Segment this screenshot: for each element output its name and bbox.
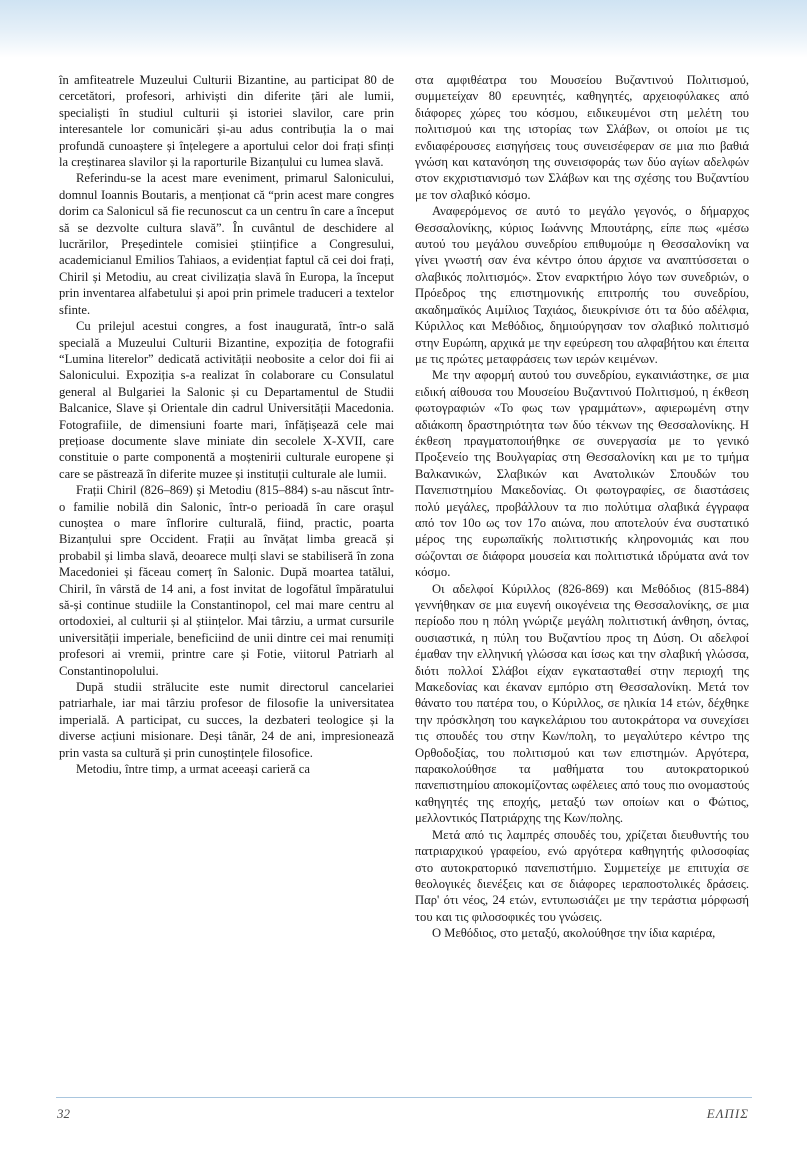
page-number: 32 (57, 1106, 70, 1121)
greek-text-column (415, 72, 749, 942)
paragraph: Οι αδελφοί Κύριλλος (826-869) και Μεθόδιος (815-884) γεννήθηκαν σε μια ευγενή οικογένεια της Θεσσαλονίκης, σε μια περίοδο που η πόλη γνώριζε μεγάλη πολιτιστική άνθηση, όντας, ουσιαστικά, η πύλη του Βυζαντίου προς τη Δύση. Οι αδελφοί έμαθαν την ελληνική γλώσσα και ίσως και την σλαβική γλώσσα, διότι πολλοί Σλάβοι είχαν εγκατασταθεί στην περιοχή της Μακεδονίας και έκαναν εμπόριο στη Θεσσαλονίκη. Μετά τον θάνατο του πατέρα του, ο Κύριλλος, σε ηλικία 14 ετών, δέχθηκε την πρόσκληση του καγκελάριου του αυτοκράτορα να συνεχίσει τις σπουδές του στην Κων/πολη, το μεγαλύτερο κέντρο της Ορθοδοξίας, του πολιτισμού και των επιστημών. Αργότερα, παρακολούθησε τα μαθήματα του αυτοκρατορικού πανεπιστημίου αποκομίζοντας ωφέλειες από τους πιο ονομαστούς καθηγητές της εποχής, μεταξύ των οποίων και ο Φώτιος, μελλοντικός Πατριάρχης της Κων/πολης. (415, 581, 749, 826)
paragraph: Αναφερόμενος σε αυτό το μεγάλο γεγονός, ο δήμαρχος Θεσσαλονίκης, κύριος Ιωάννης Μπουτάρης, είπε πως «μέσω αυτού του μεγάλου συνεδρίου επιθυμούμε η Θεσσαλονίκη να γίνει γνωστή σαν ένα κέντρο όπου άρχισε να αναπτύσσεται ο σλαβικός πολιτισμός». Στον εναρκτήριο λόγο των συνεδριών, ο Πρόεδρος της επιστημονικής επιτροπής του συνεδρίου, ακαδημαϊκός Αιμίλιος Ταχιάος, διευκρίνισε ότι τα δύο αδέλφια, Κύριλλος και Μεθόδιος, δημιούργησαν τον σλαβικό πολιτισμό στην Ευρώπη, αρχικά με την εφεύρεση του αλφαβήτου και έπειτα με τις πρώτες μεταφράσεις των ιερών κειμένων. (415, 204, 749, 366)
paragraph: Referindu-se la acest mare eveniment, primarul Salonicului, domnul Ioannis Boutaris, a menționat că “prin acest mare congres dorim ca Salonicul să fie recunoscut ca un centru în care a început să se dezvolte cultura slavă”. În cuvântul de deschidere al lucrărilor, Președintele comisiei științifice a Congresului, academicianul Emilios Tahiaos, a evidențiat faptul că cei doi frați, Chiril și Metodiu, au creat civilizația slavă în Europa, la început prin inventarea alfabetului și apoi prin primele traduceri a textelor sfinte. (59, 171, 394, 317)
paragraph: Μετά από τις λαμπρές σπουδές του, χρίζεται διευθυντής του πατριαρχικού γραφείου, ενώ αργότερα καθηγητής φιλοσοφίας στο αυτοκρατορικό πανεπιστήμιο. Συμμετείχε με επιτυχία σε θεολογικές διενέξεις και σε διάφορες ιεραποστολικές δράσεις. Παρ' ότι νέος, 24 ετών, εντυπωσιάζει με την τεράστια μόρφωσή του και τις φιλοσοφικές του γνώσεις. (415, 827, 749, 924)
paragraph: în amfiteatrele Muzeului Culturii Bizantine, au participat 80 de cercetători, profesori, arhiviști din diferite țări ale lumii, specialiști în studiul culturii și istoriei slavilor, care prin interesantele lor comunicări și-au adus contribuția la o mai profundă cunoaștere și înțelegere a aportului celor doi frați sfinți la creștinarea slavilor și la raporturile Bizanțului cu lumea slavă. (59, 73, 394, 170)
footer-divider (56, 1097, 752, 1098)
paragraph: După studii strălucite este numit directorul cancelariei patriarhale, iar mai târziu profesor de filosofie la universitatea imperială. A participat, cu succes, la dezbateri teologice și la diverse acțiuni misionare. Deși tânăr, 24 de ani, impresionează prin vasta sa cultură și prin cunoștințele filosofice. (59, 680, 394, 760)
paragraph: Με την αφορμή αυτού του συνεδρίου, εγκαινιάστηκε, σε μια ειδική αίθουσα του Μουσείου Βυζαντινού Πολιτισμού, η έκθεση φωτογραφιών «Το φως των γραμμάτων», αφιερωμένη στην αδιάκοπη δραστηριότητα των δύο τέκνων της Θεσσαλονίκης. Η έκθεση πραγματοποιήθηκε σε συνεργασία με το γενικό Προξενείο της Βουλγαρίας στη Θεσσαλονίκη και με το τμήμα Βαλκανικών, Σλαβικών και Ανατολικών Σπουδών του Πανεπιστημίου Μακεδονίας. Οι φωτογραφίες, σε διαστάσεις πολύ μεγάλες, προβάλλουν τα πιο πολύτιμα σλαβικά έγγραφα από τον 10ο ως τον 17ο αιώνα, που αποτελούν ένα συστατικό μέρος της ευρωπαϊκής πολιτιστικής κληρονομιάς και που σώζονται σε διάφορα μουσεία και πολιτιστικά ιδρύματα ανά τον κόσμο. (415, 368, 749, 580)
journal-name: ΕΛΠΙΣ (706, 1106, 749, 1121)
paragraph: Cu prilejul acestui congres, a fost inaugurată, într-o sală specială a Muzeului Culturii Bizantine, expoziția de fotografii “Lumina literelor” dedicată activității neobosite a celor doi fii ai Salonicului. Expoziția s-a realizat în colaborare cu Consulatul general al Bulgariei la Salonic și cu Departamentul de Studii Balcanice, Slave și Orientale din cadrul Universității Macedonia. Fotografiile, de dimensiuni foarte mari, înfățișează cele mai prețioase documente slave miniate din secolele X-XVII, care constituie o parte componentă a moștenirii culturale europene și care se păstrează în diferite muzee și instituții culturale ale lumii. (59, 319, 394, 481)
paragraph: Frații Chiril (826–869) și Metodiu (815–884) s-au născut într-o familie nobilă din Salonic, într-o perioadă în care orașul cunoștea o mare înflorire culturală, fiind, practic, poarta Bizanțului spre Occident. Frații au învățat limba greacă și probabil și limba slavă, deoarece mulți slavi se stabiliseră în zona Macedoniei și făceau comerț în Salonic. După moartea tatălui, Chiril, în vârstă de 14 ani, a fost invitat de logofătul împăratului să-și continue studiile la Constantinopol, cel mai mare centru al ortodoxiei, al culturii și al științelor. Mai târziu, a urmat cursurile universității imperiale, beneficiind de unii dintre cei mai renumiți profesori ai vremii, printre care și Fotie, viitorul Patriarh al Constantinopolului. (59, 483, 394, 678)
romanian-text-column (59, 72, 394, 777)
paragraph: Ο Μεθόδιος, στο μεταξύ, ακολούθησε την ίδια καριέρα, (432, 926, 716, 941)
paragraph: Metodiu, între timp, a urmat aceeași carieră ca (76, 762, 310, 777)
paragraph: στα αμφιθέατρα του Μουσείου Βυζαντινού Πολιτισμού, συμμετείχαν 80 ερευνητές, καθηγητές, αρχειοφύλακες από διάφορες χώρες του κόσμου, ειδικευμένοι στη μελέτη του πολιτισμού και της ιστορίας των Σλάβων, οι οποίοι με τις ενδιαφέρουσες εισηγήσεις τους συνεισέφεραν σε μια πιο βαθιά γνώση και κατανόηση της συνεισφοράς των δύο αγίων αδελφών στον εκχριστιανισμό των Σλάβων και της σχέσης του Βυζαντίου με τον σλαβικό κόσμο. (415, 73, 749, 202)
header-band (0, 0, 807, 58)
